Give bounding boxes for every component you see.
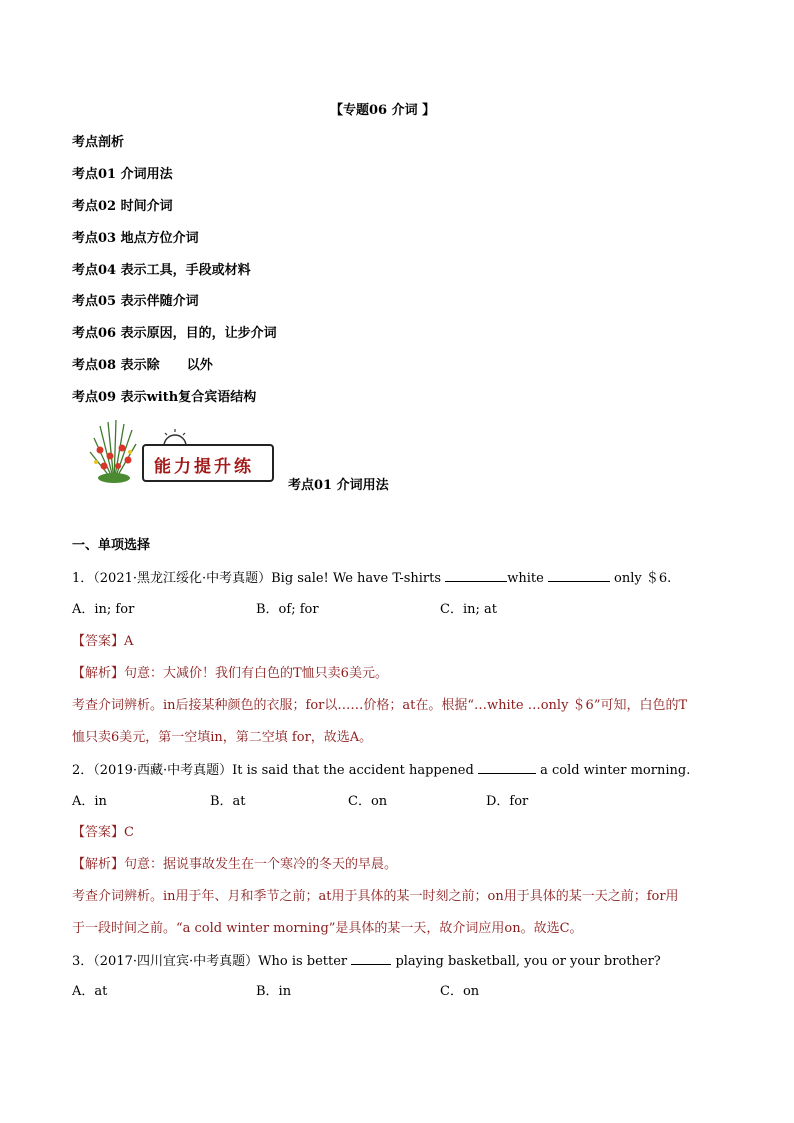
q3-option-c: C．on — [440, 984, 480, 999]
section-heading: 一、单项选择 — [72, 538, 151, 553]
question-2-prefix: 2．（2019·西藏·中考真题）It is said that the accident happened — [72, 763, 474, 778]
q1-option-a: A．in; for — [72, 602, 135, 617]
q2-analysis-line-3: 于一段时间之前。“a cold winter morning”是具体的某一天，故介词应用on。故选C。 — [72, 921, 583, 936]
q2-option-a: A．in — [72, 794, 107, 809]
q1-answer: 【答案】A — [72, 634, 134, 649]
badge-label: 能力提升练 — [154, 457, 254, 477]
q1-option-b: B．of; for — [256, 602, 319, 617]
q1-analysis-line-1: 【解析】句意：大减价！我们有白色的T恤只卖6美元。 — [72, 666, 388, 681]
question-3-prefix: 3．（2017·四川宜宾·中考真题）Who is better — [72, 954, 348, 969]
q3-option-a: A．at — [72, 984, 108, 999]
outline-item-01: 考点01 介词用法 — [72, 167, 173, 182]
q2-option-c: C．on — [348, 794, 388, 809]
question-1-suffix: only ＄6. — [614, 571, 672, 586]
question-1 — [72, 569, 671, 588]
outline-item-09: 考点09 表示with复合宾语结构 — [72, 390, 257, 405]
outline-item-03: 考点03 地点方位介词 — [72, 231, 199, 246]
q1-analysis-line-3: 恤只卖6美元，第一空填in，第二空填 for，故选A。 — [72, 730, 373, 745]
q2-option-b: B．at — [210, 794, 246, 809]
q2-option-d: D．for — [486, 794, 529, 809]
answer-blank — [548, 569, 610, 582]
flower-decoration-icon — [86, 416, 142, 484]
q2-analysis-line-2: 考查介词辨析。in用于年、月和季节之前；at用于具体的某一时刻之前；on用于具体的某一天之前；for用 — [72, 889, 679, 904]
answer-blank — [478, 761, 536, 774]
q1-option-c: C．in; at — [440, 602, 497, 617]
outline-item-08: 考点08 表示除 以外 — [72, 358, 213, 373]
q2-answer: 【答案】C — [72, 825, 134, 840]
question-2-suffix: a cold winter morning. — [540, 763, 691, 778]
outline-item-05: 考点05 表示伴随介词 — [72, 294, 199, 309]
ability-badge — [142, 444, 274, 482]
page-title: 【专题06 介词 】 — [330, 103, 436, 118]
outline-item-04: 考点04 表示工具，手段或材料 — [72, 263, 251, 278]
answer-blank — [445, 569, 507, 582]
outline-item-06: 考点06 表示原因，目的，让步介词 — [72, 326, 277, 341]
banner-caption: 考点01 介词用法 — [288, 478, 389, 493]
q3-option-b: B．in — [256, 984, 292, 999]
question-2 — [72, 761, 690, 780]
question-3-suffix: playing basketball, you or your brother? — [395, 954, 661, 969]
question-1-prefix: 1．（2021·黑龙江绥化·中考真题）Big sale! We have T-shirts — [72, 571, 442, 586]
question-3 — [72, 952, 661, 971]
outline-item-02: 考点02 时间介词 — [72, 199, 173, 214]
outline-heading: 考点剖析 — [72, 135, 125, 150]
q1-analysis-line-2: 考查介词辨析。in后接某种颜色的衣服；for以……价格；at在。根据“…white …only ＄6”可知，白色的T — [72, 698, 688, 713]
question-1-mid: white — [507, 571, 544, 586]
answer-blank — [351, 952, 391, 965]
q2-analysis-line-1: 【解析】句意：据说事故发生在一个寒冷的冬天的早晨。 — [72, 857, 398, 872]
